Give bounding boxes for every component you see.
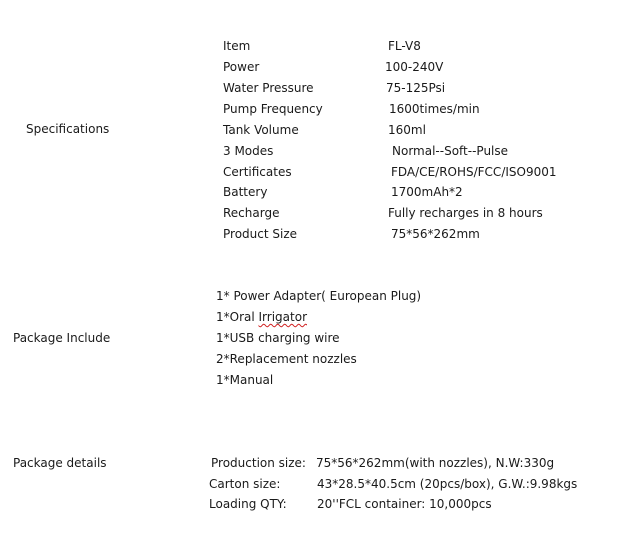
spec-value-certificates: FDA/CE/ROHS/FCC/ISO9001 — [391, 165, 557, 179]
detail-label-carton-size: Carton size: — [209, 477, 281, 491]
spec-label-battery: Battery — [223, 185, 268, 199]
spec-value-recharge: Fully recharges in 8 hours — [388, 206, 543, 220]
spec-value-pump-frequency: 1600times/min — [389, 102, 480, 116]
spec-label-item: Item — [223, 39, 251, 53]
spec-value-power: 100-240V — [385, 60, 444, 74]
spec-value-battery: 1700mAh*2 — [391, 185, 463, 199]
spec-label-tank-volume: Tank Volume — [223, 123, 299, 137]
package-details-heading: Package details — [13, 456, 107, 470]
spec-label-power: Power — [223, 60, 260, 74]
spec-value-product-size: 75*56*262mm — [391, 227, 480, 241]
spellcheck-word-irrigator: Irrigator — [258, 310, 307, 324]
detail-value-loading-qty: 20''FCL container: 10,000pcs — [317, 497, 492, 511]
detail-value-production-size: 75*56*262mm(with nozzles), N.W:330g — [316, 456, 555, 470]
specifications-heading: Specifications — [26, 122, 110, 136]
package-item-oral-prefix: 1*Oral — [216, 310, 259, 324]
package-include-heading: Package Include — [13, 331, 111, 345]
spec-value-tank-volume: 160ml — [388, 123, 426, 137]
package-item-oral-irrigator — [216, 309, 307, 325]
spec-label-product-size: Product Size — [223, 227, 298, 241]
detail-label-production-size: Production size: — [211, 456, 306, 470]
package-item-manual: 1*Manual — [216, 373, 274, 387]
spec-value-water-pressure: 75-125Psi — [386, 81, 446, 95]
spec-value-item: FL-V8 — [388, 39, 421, 53]
spec-label-modes: 3 Modes — [223, 144, 274, 158]
package-item-power-adapter: 1* Power Adapter( European Plug) — [216, 289, 422, 303]
package-item-nozzles: 2*Replacement nozzles — [216, 352, 357, 366]
spec-value-modes: Normal--Soft--Pulse — [392, 144, 509, 158]
spec-label-water-pressure: Water Pressure — [223, 81, 314, 95]
spec-label-pump-frequency: Pump Frequency — [223, 102, 323, 116]
spec-label-recharge: Recharge — [223, 206, 280, 220]
package-item-usb-wire: 1*USB charging wire — [216, 331, 340, 345]
detail-value-carton-size: 43*28.5*40.5cm (20pcs/box), G.W.:9.98kgs — [317, 477, 578, 491]
spec-label-certificates: Certificates — [223, 165, 292, 179]
detail-label-loading-qty: Loading QTY: — [209, 497, 287, 511]
